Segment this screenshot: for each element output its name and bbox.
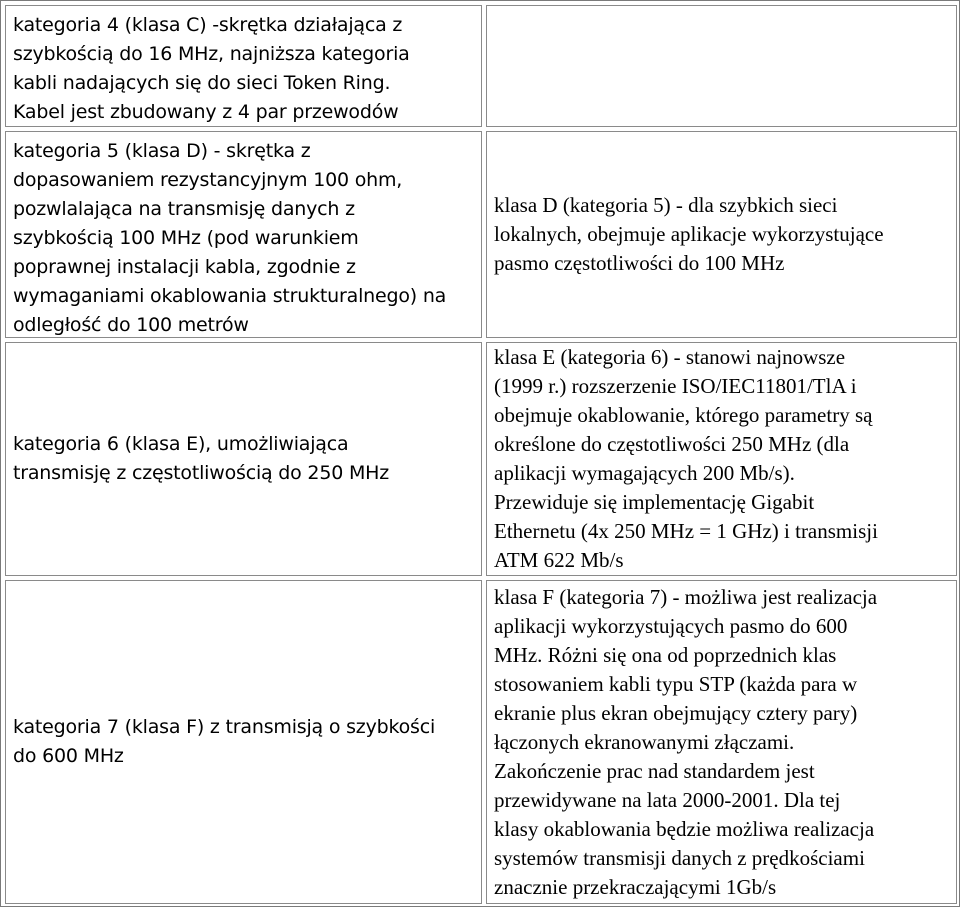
table-cell-category-7 bbox=[5, 580, 482, 904]
category-7-text: kategoria 7 (klasa F) z transmisją o szybkości do 600 MHz bbox=[13, 716, 436, 767]
table-cell-category-4 bbox=[5, 5, 482, 127]
class-e-text: klasa E (kategoria 6) - stanowi najnowsze (1999 r.) rozszerzenie ISO/IEC11801/TlA i obejmuje okablowanie, którego parametry są określone do częstotliwości 250 MHz (dla aplikacji wymagających 200 Mb/s). Przewiduje się implementację Gigabit Ethernetu (4x 250 MHz = 1 GHz) i transmisji ATM 622 Mb/s bbox=[494, 345, 878, 572]
category-6-text: kategoria 6 (klasa E), umożliwiająca transmisję z częstotliwością do 250 MHz bbox=[13, 433, 389, 484]
table-cell-category-5 bbox=[5, 131, 482, 338]
table-cell-class-f bbox=[486, 580, 957, 904]
class-d-text-wrap bbox=[494, 132, 952, 337]
category-5-text: kategoria 5 (klasa D) - skrętka z dopasowaniem rezystancyjnym 100 ohm, pozwlalająca na transmisję danych z szybkością 100 MHz (pod warunkiem poprawnej instalacji kabla, zgodnie z wymaganiami okablowania strukturalnego) na odległość do 100 metrów bbox=[13, 140, 447, 336]
class-f-text-wrap bbox=[494, 581, 952, 903]
class-f-text: klasa F (kategoria 7) - możliwa jest realizacja aplikacji wykorzystujących pasmo do 600 MHz. Różni się ona od poprzednich klas stosowaniem kabli typu STP (każda para w ekranie plus ekran obejmujący cztery pary) łączonych ekranowanymi złączami. Zakończenie prac nad standardem jest przewidywane na lata 2000-2001. Dla tej klasy okablowania będzie możliwa realizacja systemów transmisji danych z prędkościami znacznie przekraczającymi 1Gb/s bbox=[494, 584, 878, 899]
table-cell-empty bbox=[486, 5, 957, 127]
table-cell-class-e bbox=[486, 342, 957, 576]
category-6-text-wrap bbox=[13, 343, 477, 575]
class-d-text: klasa D (kategoria 5) - dla szybkich sieci lokalnych, obejmuje aplikacje wykorzystujące pasmo częstotliwości do 100 MHz bbox=[494, 193, 884, 275]
table-cell-category-6 bbox=[5, 342, 482, 576]
category-7-text-wrap bbox=[13, 581, 477, 903]
table-cell-class-d bbox=[486, 131, 957, 338]
category-4-text: kategoria 4 (klasa C) -skrętka działająca z szybkością do 16 MHz, najniższa kategoria kabli nadających się do sieci Token Ring. Kabel jest zbudowany z 4 par przewodów bbox=[13, 14, 410, 123]
class-e-text-wrap bbox=[494, 343, 952, 575]
